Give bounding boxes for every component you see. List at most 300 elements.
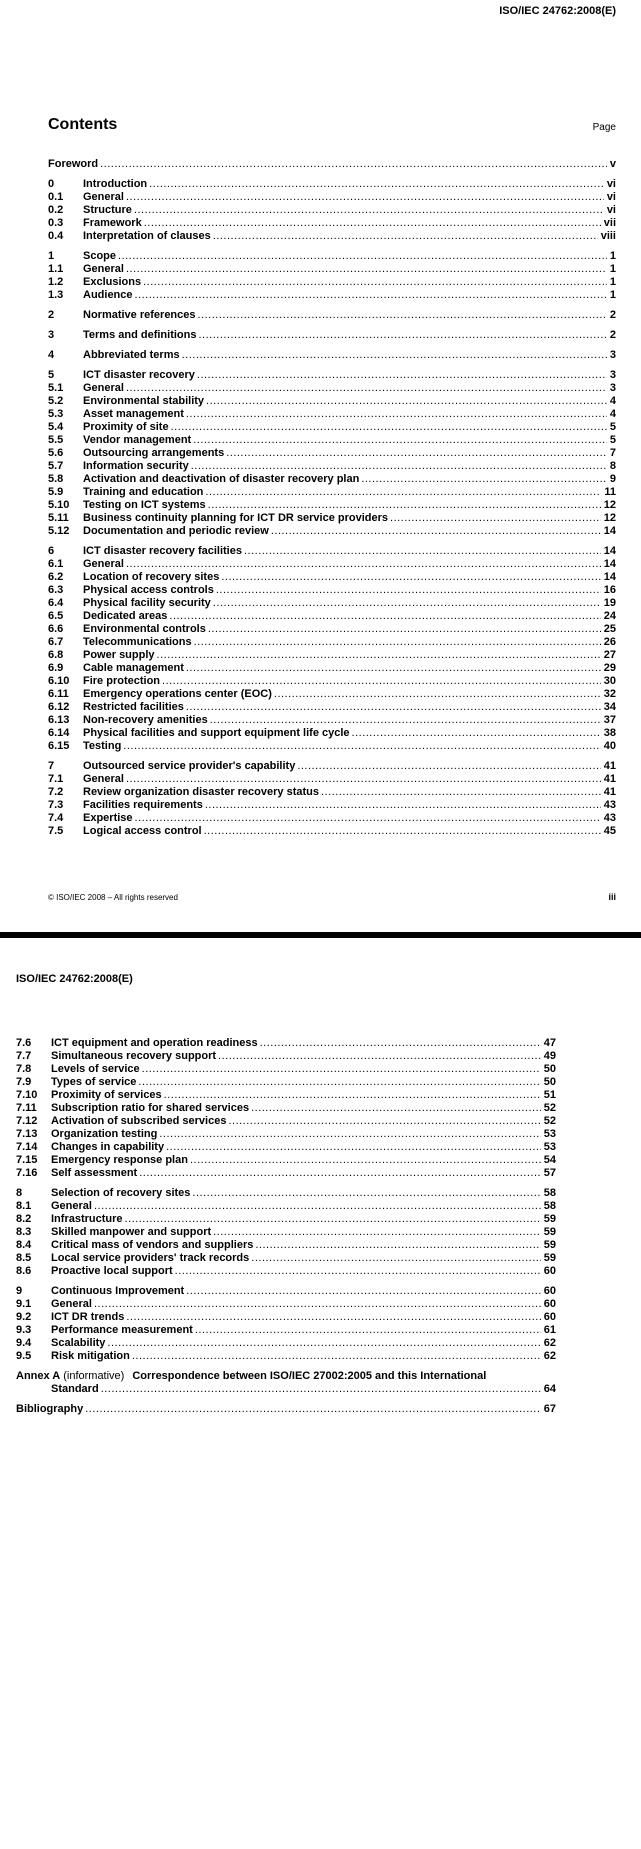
toc-entry-title: Asset management	[83, 408, 184, 420]
toc-dot-leader	[182, 349, 607, 362]
toc-entry	[48, 636, 616, 649]
toc-entry-page: 40	[603, 740, 616, 752]
toc-entry	[48, 558, 616, 571]
toc-dot-leader	[123, 740, 600, 753]
toc-entry-page: 1	[609, 289, 616, 301]
toc-dot-leader	[126, 382, 607, 395]
toc-entry-page: vi	[606, 178, 616, 190]
toc-entry-title: Changes in capability	[51, 1141, 165, 1153]
toc-entry-title: Logical access control	[83, 825, 202, 837]
toc-entry-page: 58	[543, 1200, 556, 1212]
toc-entry	[48, 276, 616, 289]
toc-entry-page: 25	[603, 623, 616, 635]
toc-entry	[48, 460, 616, 473]
toc-entry-title: Location of recovery sites	[83, 571, 220, 583]
toc-entry-page: 12	[603, 512, 616, 524]
toc-entry	[16, 1252, 556, 1265]
toc-dot-leader	[321, 786, 601, 799]
toc-dot-leader	[297, 760, 600, 773]
toc-entry	[16, 1187, 556, 1200]
toc-entry-number: 6.14	[48, 727, 70, 739]
toc-entry-title: Cable management	[83, 662, 184, 674]
toc-entry-title: Environmental controls	[83, 623, 206, 635]
toc-entry-title: Terms and definitions	[83, 329, 197, 341]
toc-entry	[48, 395, 616, 408]
toc-entry	[48, 545, 616, 558]
toc-entry-page: 2	[609, 309, 616, 321]
toc-entry-page: 3	[609, 382, 616, 394]
toc-entry-page: 7	[609, 447, 616, 459]
toc-entry	[48, 812, 616, 825]
toc-entry	[16, 1213, 556, 1226]
toc-entry-title: Interpretation of clauses	[83, 230, 211, 242]
toc-dot-leader	[198, 329, 606, 342]
toc-entry-number: 0.3	[48, 217, 64, 229]
toc-dot-leader	[226, 447, 607, 460]
toc-dot-leader	[134, 204, 604, 217]
toc-entry-number: 6.7	[48, 636, 64, 648]
toc-entry-title: Skilled manpower and support	[51, 1226, 212, 1238]
toc-entry	[16, 1265, 556, 1278]
toc-entry	[16, 1037, 556, 1050]
toc-entry-number: 1.3	[48, 289, 64, 301]
toc-entry	[48, 786, 616, 799]
toc-entry-title: Dedicated areas	[83, 610, 168, 622]
toc-entry-page: 29	[603, 662, 616, 674]
toc-entry	[48, 825, 616, 838]
toc-entry	[16, 1154, 556, 1167]
toc-dot-leader	[228, 1115, 540, 1128]
toc-entry-title: Subscription ratio for shared services	[51, 1102, 250, 1114]
toc-dot-leader	[135, 812, 601, 825]
toc-entry-title: Testing on ICT systems	[83, 499, 206, 511]
toc-entry-title: Audience	[83, 289, 133, 301]
toc-entry-page: 9	[609, 473, 616, 485]
toc-entry-title: Physical facilities and support equipment life cycle	[83, 727, 350, 739]
toc-entry	[48, 217, 616, 230]
toc-entry	[48, 773, 616, 786]
toc-dot-leader	[138, 1076, 540, 1089]
toc-entry	[48, 434, 616, 447]
toc-entry	[48, 512, 616, 525]
toc-entry	[48, 447, 616, 460]
annex-label: Annex A	[16, 1370, 61, 1382]
toc-entry-number: 7.9	[16, 1076, 32, 1088]
toc-entry-page: 37	[603, 714, 616, 726]
toc-entry-number: 8.6	[16, 1265, 32, 1277]
toc-dot-leader	[195, 1324, 541, 1337]
toc-entry-title: Introduction	[83, 178, 148, 190]
toc-entry-page: 49	[543, 1050, 556, 1062]
toc-entry-title: Organization testing	[51, 1128, 158, 1140]
toc-entry-page: 5	[609, 421, 616, 433]
toc-entry-number: 5.6	[48, 447, 64, 459]
toc-dot-leader	[101, 1383, 541, 1396]
toc-entry-title: Simultaneous recovery support	[51, 1050, 217, 1062]
toc-dot-leader	[126, 191, 604, 204]
toc-entry-number: 7.5	[48, 825, 64, 837]
toc-entry	[48, 623, 616, 636]
toc-entry-number: 7.6	[16, 1037, 32, 1049]
toc-entry-number: 6.2	[48, 571, 64, 583]
toc-dot-leader	[206, 395, 607, 408]
toc-dot-leader	[255, 1239, 540, 1252]
toc-entry-page: 14	[603, 571, 616, 583]
toc-entry-number: 5	[48, 369, 55, 381]
toc-entry-page: 57	[543, 1167, 556, 1179]
toc-entry-title: Types of service	[51, 1076, 137, 1088]
toc-entry-number: 7	[48, 760, 55, 772]
toc-dot-leader	[159, 1128, 540, 1141]
toc-entry-page: 12	[603, 499, 616, 511]
toc-entry-number: 6.10	[48, 675, 70, 687]
toc-entry-number: 6	[48, 545, 55, 557]
toc-dot-leader	[251, 1102, 541, 1115]
toc-entry-number: 7.13	[16, 1128, 38, 1140]
toc-entry-number: 5.10	[48, 499, 70, 511]
toc-entry-number: 6.12	[48, 701, 70, 713]
toc-entry-title: ICT DR trends	[51, 1311, 125, 1323]
toc-entry	[16, 1200, 556, 1213]
toc-dot-leader	[171, 421, 607, 434]
toc-dot-leader	[260, 1037, 541, 1050]
toc-entry-title: Infrastructure	[51, 1213, 123, 1225]
toc-entry-page: 64	[543, 1383, 556, 1395]
toc-entry-title: Training and education	[83, 486, 204, 498]
toc-entry-page: 38	[603, 727, 616, 739]
toc-entry-page: 27	[603, 649, 616, 661]
toc-entry-number: 7.16	[16, 1167, 38, 1179]
toc-entry-page: 24	[603, 610, 616, 622]
toc-entry-title: Continuous Improvement	[51, 1285, 185, 1297]
toc-dot-leader	[390, 512, 601, 525]
toc-entry	[48, 158, 616, 171]
toc-entry-page: 60	[543, 1265, 556, 1277]
toc-dot-leader	[186, 408, 607, 421]
toc-entry-number: 5.2	[48, 395, 64, 407]
toc-entry	[48, 191, 616, 204]
toc-entry-page: 14	[603, 558, 616, 570]
toc-entry-title: Documentation and periodic review	[83, 525, 269, 537]
toc-dot-leader	[244, 545, 601, 558]
toc-entry-title: General	[51, 1298, 92, 1310]
toc-entry-page: 59	[543, 1226, 556, 1238]
toc-entry-title: Business continuity planning for ICT DR service providers	[83, 512, 389, 524]
toc-entry-number: 9.5	[16, 1350, 32, 1362]
page-number-roman: iii	[608, 892, 616, 902]
toc-entry	[48, 675, 616, 688]
toc-entry-page: 45	[603, 825, 616, 837]
toc-entry-title: Review organization disaster recovery status	[83, 786, 319, 798]
toc-entry-page: 59	[543, 1239, 556, 1251]
toc-entry-title: Vendor management	[83, 434, 192, 446]
toc-entry-page: 43	[603, 799, 616, 811]
toc-dot-leader	[194, 636, 601, 649]
toc-entry-page: 2	[609, 329, 616, 341]
toc-entry-number: 7.7	[16, 1050, 32, 1062]
toc-dot-leader	[94, 1200, 541, 1213]
toc-entry-title: Proximity of site	[83, 421, 169, 433]
toc-dot-leader	[126, 773, 601, 786]
toc-entry	[48, 309, 616, 322]
toc-dot-leader	[251, 1252, 540, 1265]
toc-entry-page: 51	[543, 1089, 556, 1101]
toc-entry-number: 6.4	[48, 597, 64, 609]
toc-entry	[48, 525, 616, 538]
toc-entry-title: Foreword	[48, 158, 99, 170]
toc-dot-leader	[208, 623, 601, 636]
toc-dot-leader	[361, 473, 607, 486]
toc-entry-number: 7.8	[16, 1063, 32, 1075]
toc-entry-number: 6.13	[48, 714, 70, 726]
toc-dot-leader	[85, 1403, 541, 1416]
toc-entry-title: Proximity of services	[51, 1089, 162, 1101]
toc-entry-number: 8.1	[16, 1200, 32, 1212]
toc-entry-title: Environmental stability	[83, 395, 205, 407]
toc-entry-number: 7.1	[48, 773, 64, 785]
toc-entry-page: 59	[543, 1213, 556, 1225]
toc-entry-page: 60	[543, 1311, 556, 1323]
toc-dot-leader	[198, 309, 607, 322]
toc-entry	[16, 1102, 556, 1115]
toc-dot-leader	[142, 1063, 541, 1076]
toc-entry-page: 43	[603, 812, 616, 824]
toc-entry	[48, 349, 616, 362]
toc-entry-page: 1	[609, 263, 616, 275]
toc-entry-title: Local service providers' track records	[51, 1252, 250, 1264]
toc-dot-leader	[126, 1311, 540, 1324]
toc-entry-title: Physical access controls	[83, 584, 214, 596]
toc-dot-leader	[197, 369, 607, 382]
toc-entry-title: Outsourced service provider's capability	[83, 760, 296, 772]
toc-dot-leader	[175, 1265, 541, 1278]
toc-dot-leader	[164, 1089, 541, 1102]
toc-dot-leader	[157, 649, 601, 662]
toc-entry-page: 61	[543, 1324, 556, 1336]
toc-dot-leader	[126, 558, 601, 571]
toc-entry-page: 14	[603, 545, 616, 557]
toc-entry	[16, 1076, 556, 1089]
toc-dot-leader	[139, 1167, 541, 1180]
toc-entry	[48, 610, 616, 623]
toc-entry-number: 3	[48, 329, 55, 341]
toc-annex-entry-line1	[16, 1370, 556, 1383]
toc-dot-leader	[149, 178, 604, 191]
toc-dot-leader	[125, 1213, 541, 1226]
toc-entry-title: Critical mass of vendors and suppliers	[51, 1239, 254, 1251]
toc-entry	[16, 1115, 556, 1128]
contents-heading-bar	[48, 115, 616, 134]
toc-dot-leader	[213, 230, 598, 243]
toc-bibliography-entry	[16, 1403, 556, 1416]
toc-entry-page: 5	[609, 434, 616, 446]
toc-entry-page: 14	[603, 525, 616, 537]
toc-entry-title: Selection of recovery sites	[51, 1187, 191, 1199]
toc-entry-title: Activation of subscribed services	[51, 1115, 227, 1127]
annex-title-continuation: Standard	[51, 1383, 99, 1395]
toc-entry-page: 30	[603, 675, 616, 687]
toc-entry-title: Exclusions	[83, 276, 142, 288]
toc-dot-leader	[186, 662, 601, 675]
toc-entry-number: 6.15	[48, 740, 70, 752]
annex-title: Correspondence between ISO/IEC 27002:2005 and this International	[132, 1370, 487, 1382]
toc-entry-title: Self assessment	[51, 1167, 138, 1179]
toc-entry-title: Outsourcing arrangements	[83, 447, 225, 459]
toc-dot-leader	[94, 1298, 541, 1311]
toc-entry-title: Levels of service	[51, 1063, 140, 1075]
toc-entry-number: 6.1	[48, 558, 64, 570]
toc-entry	[48, 408, 616, 421]
toc-dot-leader	[205, 799, 601, 812]
toc-dot-leader	[135, 289, 607, 302]
document-id-text: ISO/IEC 24762:2008(E)	[499, 5, 616, 17]
toc-entry-number: 9.1	[16, 1298, 32, 1310]
toc-entry	[16, 1226, 556, 1239]
toc-entry-page: 47	[543, 1037, 556, 1049]
toc-dot-leader	[193, 434, 607, 447]
toc-entry-title: Physical facility security	[83, 597, 211, 609]
toc-entry-number: 7.15	[16, 1154, 38, 1166]
toc-dot-leader	[204, 825, 601, 838]
toc-dot-leader	[274, 688, 601, 701]
toc-entry-title: General	[83, 558, 124, 570]
toc-entry-title: Emergency operations center (EOC)	[83, 688, 272, 700]
toc-entry-title: Restricted facilities	[83, 701, 184, 713]
toc-entry-title: Telecommunications	[83, 636, 192, 648]
toc-entry-number: 6.5	[48, 610, 64, 622]
toc-entry-number: 6.8	[48, 649, 64, 661]
toc-entry-number: 7.12	[16, 1115, 38, 1127]
toc-entry-page: 52	[543, 1115, 556, 1127]
toc-entry	[48, 499, 616, 512]
toc-entry-page: 11	[604, 486, 616, 498]
toc-entry-title: General	[83, 191, 124, 203]
toc-entry-number: 7.11	[16, 1102, 37, 1114]
toc-entry-page: 62	[543, 1337, 556, 1349]
toc-entry-page: 32	[603, 688, 616, 700]
toc-entry	[16, 1050, 556, 1063]
toc-entry	[48, 421, 616, 434]
toc-dot-leader	[166, 1141, 541, 1154]
toc-entry-page: 60	[543, 1285, 556, 1297]
page1-footer	[48, 892, 616, 902]
toc-entry-page: 67	[543, 1403, 556, 1415]
toc-entry	[16, 1324, 556, 1337]
toc-entry-title: Expertise	[83, 812, 133, 824]
toc-entry-title: Risk mitigation	[51, 1350, 130, 1362]
toc-entry-number: 6.11	[48, 688, 69, 700]
toc-entry-page: 8	[609, 460, 616, 472]
toc-dot-leader	[221, 571, 600, 584]
toc-entry-number: 1.2	[48, 276, 64, 288]
toc-entry-page: 41	[603, 786, 616, 798]
toc-entry-number: 5.1	[48, 382, 64, 394]
toc-entry-page: 3	[609, 369, 616, 381]
document-header	[48, 0, 616, 18]
toc-entry	[48, 178, 616, 191]
toc-entry-number: 9.4	[16, 1337, 32, 1349]
toc-dot-leader	[213, 1226, 541, 1239]
toc-entry-title: ICT equipment and operation readiness	[51, 1037, 258, 1049]
toc-dot-leader	[205, 486, 601, 499]
toc-entry-page: vi	[606, 204, 616, 216]
toc-entry	[48, 250, 616, 263]
toc-entry	[48, 760, 616, 773]
toc-entry-page: 59	[543, 1252, 556, 1264]
toc-entry	[48, 204, 616, 217]
toc-entry	[48, 584, 616, 597]
toc-entry-page: 1	[609, 276, 616, 288]
toc-entry	[16, 1298, 556, 1311]
toc-entry-title: Proactive local support	[51, 1265, 173, 1277]
toc-dot-leader	[192, 1187, 540, 1200]
toc-entry-title: Testing	[83, 740, 122, 752]
toc-entry	[48, 662, 616, 675]
toc-entry	[16, 1350, 556, 1363]
toc-entry	[16, 1089, 556, 1102]
document-id-text: ISO/IEC 24762:2008(E)	[16, 973, 133, 985]
toc-entry-number: 0	[48, 178, 55, 190]
annex-qualifier: (informative)	[63, 1370, 125, 1382]
toc-entry	[48, 701, 616, 714]
toc-dot-leader	[169, 610, 600, 623]
toc-entry-title: Activation and deactivation of disaster recovery plan	[83, 473, 360, 485]
toc-entry-title: Scalability	[51, 1337, 106, 1349]
toc-entry-page: 41	[603, 773, 616, 785]
toc-entry-title: Non-recovery amenities	[83, 714, 208, 726]
toc-entry-title: Power supply	[83, 649, 155, 661]
toc-entry-title: Scope	[83, 250, 117, 262]
toc-dot-leader	[126, 263, 607, 276]
toc-dot-leader	[132, 1350, 541, 1363]
toc-dot-leader	[271, 525, 601, 538]
toc-entry-number: 9	[16, 1285, 23, 1297]
toc-entry-page: 58	[543, 1187, 556, 1199]
bibliography-title: Bibliography	[16, 1403, 84, 1415]
toc-entry-number: 5.3	[48, 408, 64, 420]
toc-entry-number: 5.9	[48, 486, 64, 498]
document-header-page2	[16, 938, 556, 986]
toc-dot-leader	[186, 1285, 541, 1298]
toc-entry-number: 5.12	[48, 525, 70, 537]
toc-entry-title: ICT disaster recovery facilities	[83, 545, 242, 557]
toc-dot-leader	[208, 499, 601, 512]
toc-entry-page: 34	[603, 701, 616, 713]
toc-entry	[48, 486, 616, 499]
toc-entry-number: 5.7	[48, 460, 64, 472]
toc-annex-entry-line2	[16, 1383, 556, 1396]
toc-entry-number: 4	[48, 349, 55, 361]
toc-entry-number: 8.5	[16, 1252, 32, 1264]
toc-entry-number: 8.2	[16, 1213, 32, 1225]
toc-entry-number: 8.3	[16, 1226, 32, 1238]
toc-entry-title: General	[83, 263, 124, 275]
toc-entry-page: viii	[600, 230, 616, 242]
toc-entry-number: 7.10	[16, 1089, 38, 1101]
toc-entry	[16, 1063, 556, 1076]
toc-entry-number: 5.11	[48, 512, 69, 524]
toc-entry	[48, 230, 616, 243]
toc-entry-number: 7.3	[48, 799, 64, 811]
toc-entry-title: Facilities requirements	[83, 799, 203, 811]
toc-dot-leader	[213, 597, 601, 610]
contents-title: Contents	[48, 116, 118, 133]
toc-entry	[16, 1285, 556, 1298]
toc-entry	[48, 329, 616, 342]
toc-entry-number: 0.1	[48, 191, 64, 203]
toc-entry-title: General	[51, 1200, 92, 1212]
toc-dot-leader	[191, 460, 607, 473]
